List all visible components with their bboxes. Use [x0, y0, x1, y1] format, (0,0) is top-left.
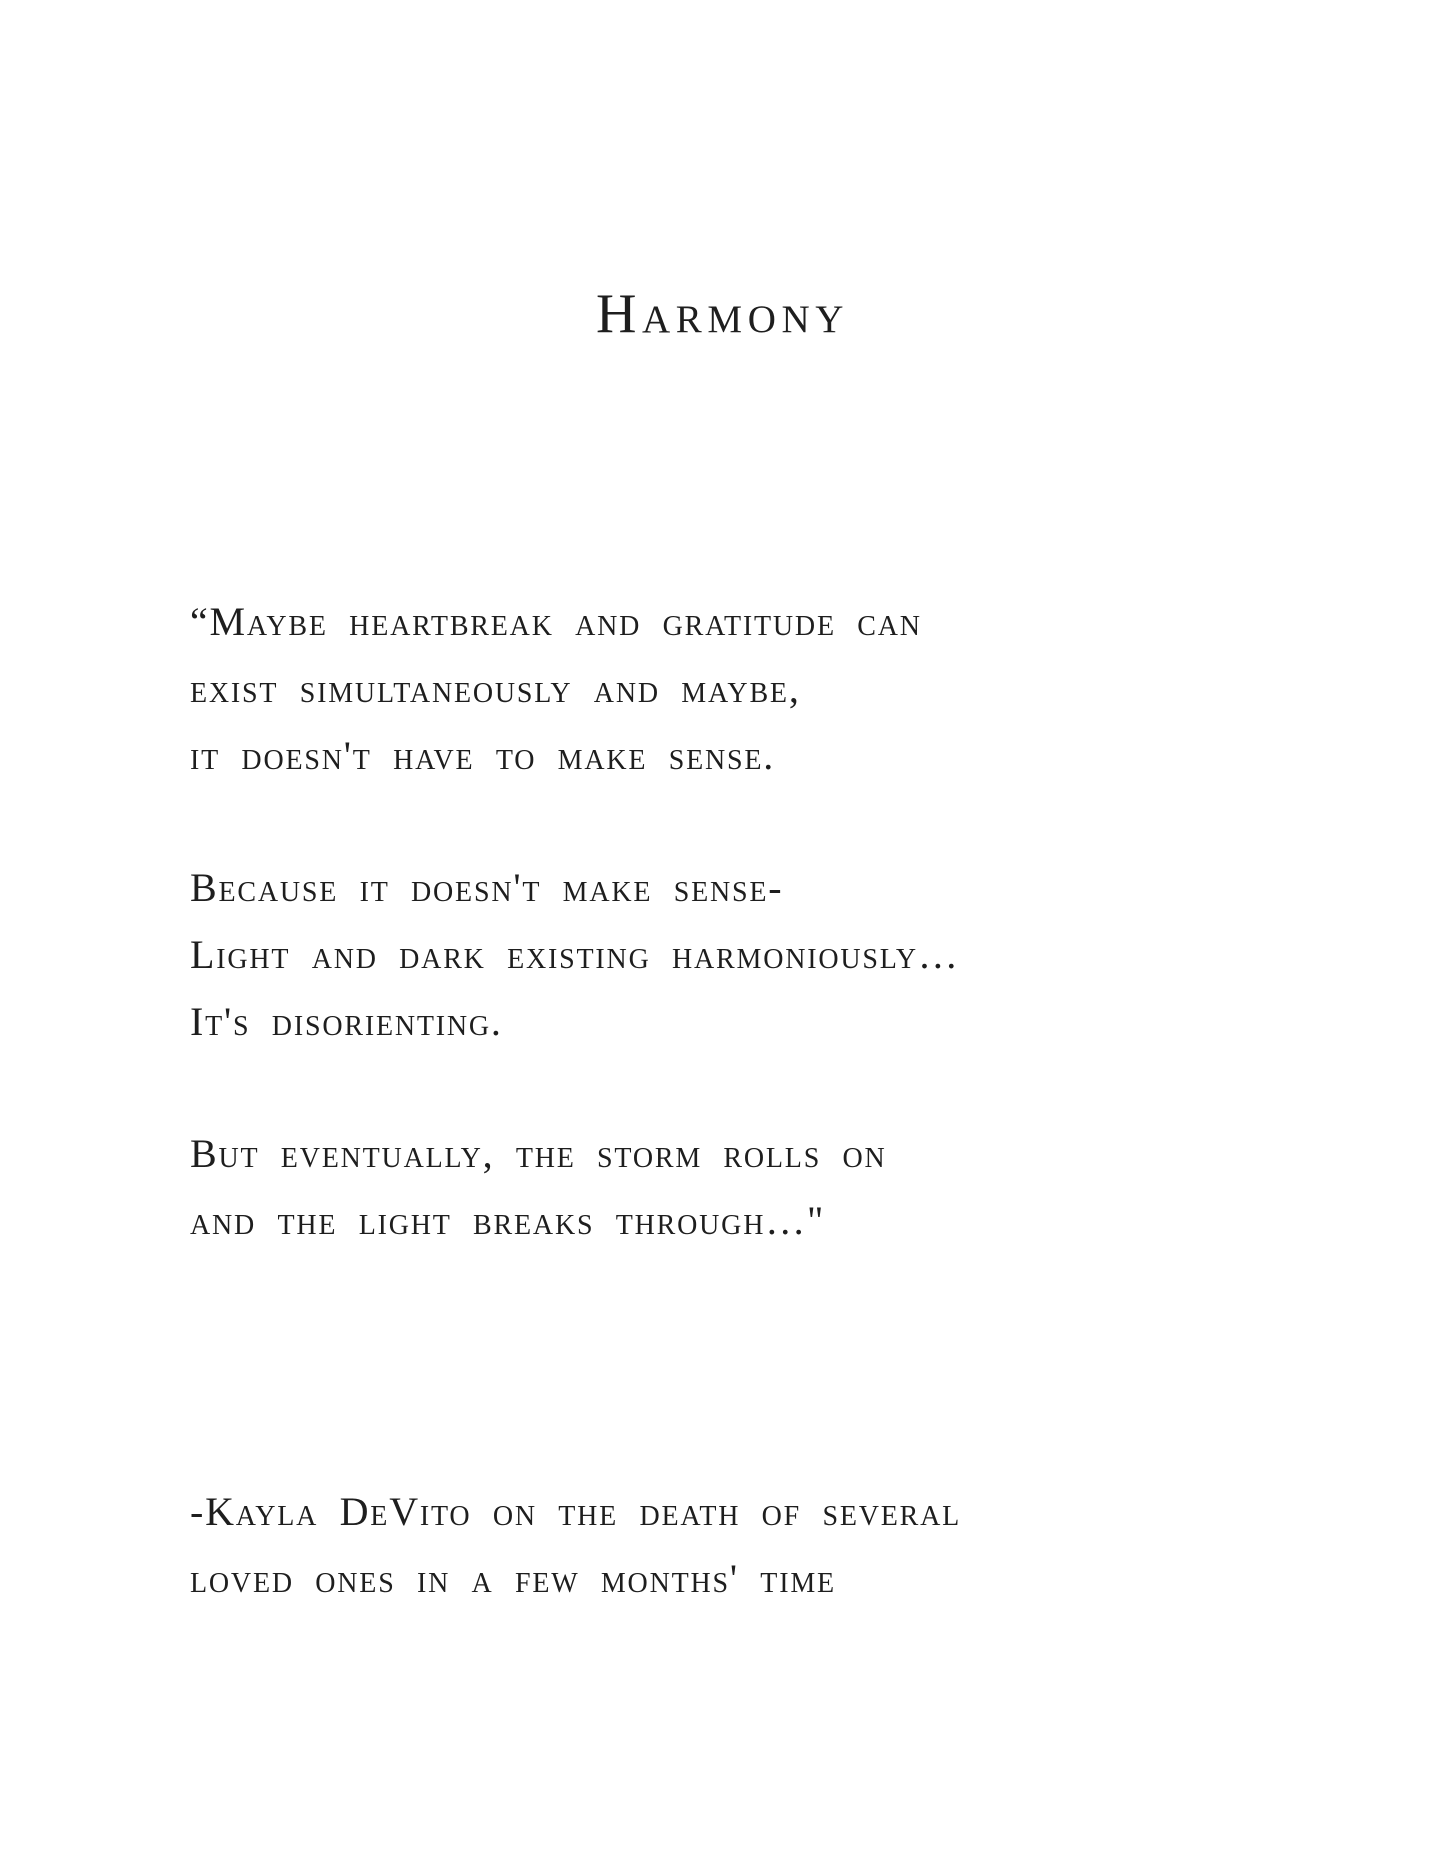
attribution-line: loved ones in a few months' time — [190, 1556, 836, 1601]
quote-stanza-3 — [190, 1120, 1365, 1254]
quote-stanza-1 — [190, 588, 1365, 789]
quote-line: and the light breaks through…" — [190, 1198, 826, 1243]
quote-line: Light and dark existing harmoniously… — [190, 932, 960, 977]
quote-line: Because it doesn't make sense- — [190, 865, 784, 910]
quote-stanza-2 — [190, 854, 1365, 1055]
attribution-line: -Kayla DeVito on the death of several — [190, 1489, 962, 1534]
quote-line: It's disorienting. — [190, 999, 503, 1044]
attribution — [190, 1478, 1365, 1612]
quote-line: it doesn't have to make sense. — [190, 733, 776, 778]
quote-line: exist simultaneously and maybe, — [190, 666, 801, 711]
quote-block — [190, 588, 1365, 1319]
quote-line: But eventually, the storm rolls on — [190, 1131, 887, 1176]
quote-line: “Maybe heartbreak and gratitude can — [190, 599, 922, 644]
page-title: Harmony — [596, 283, 849, 345]
